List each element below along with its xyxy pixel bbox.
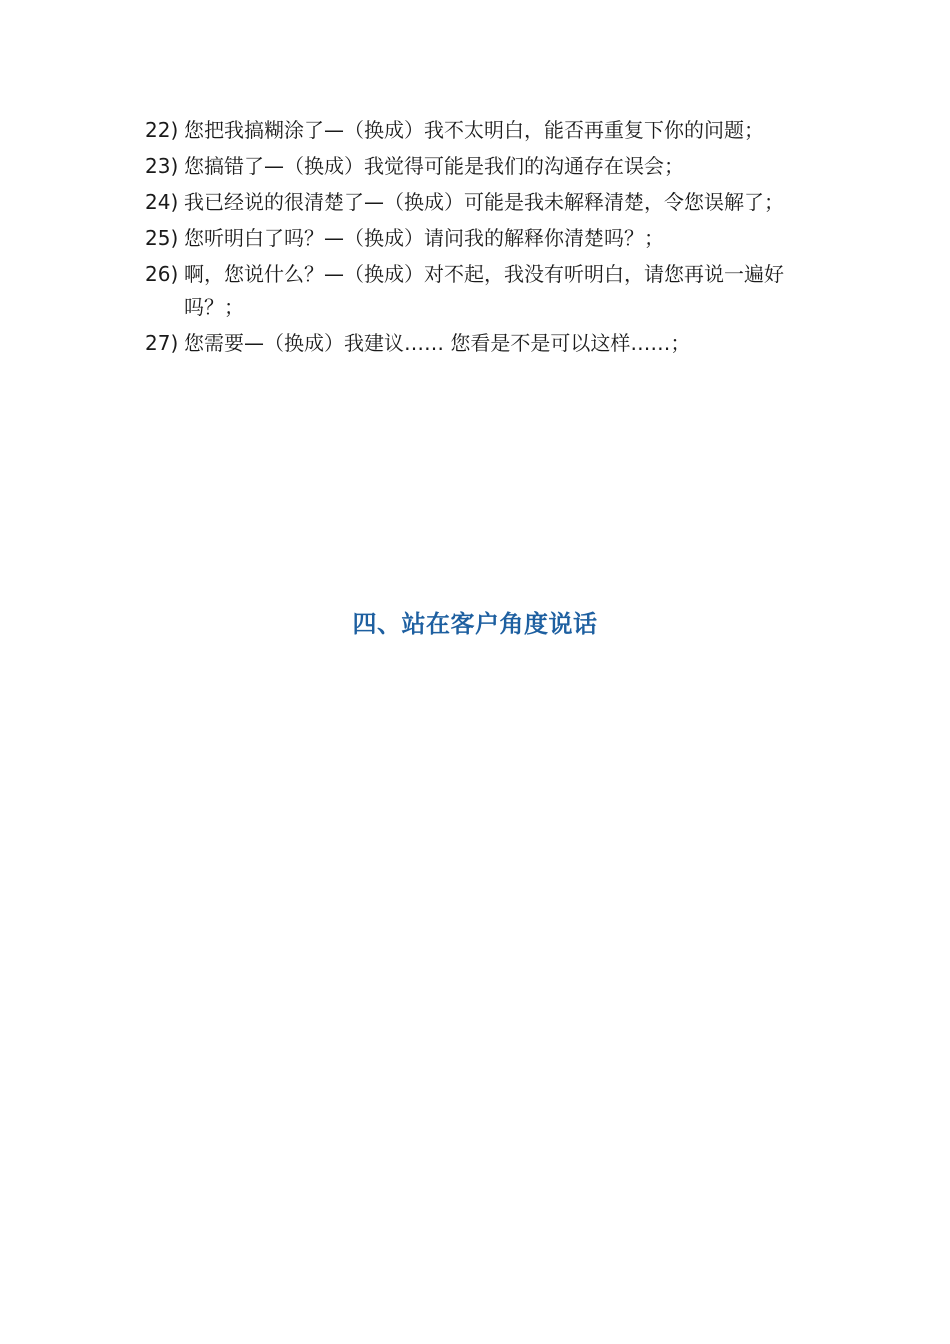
item-number: 25) [145,226,179,250]
item-number: 23) [145,154,179,178]
item-text: 我已经说的很清楚了—（换成）可能是我未解释清楚，令您误解了； [184,190,784,214]
item-text: 您听明白了吗？—（换成）请问我的解释你清楚吗？； [184,226,664,250]
item-number: 27) [145,331,179,355]
list-item [145,186,795,219]
item-number: 24) [145,190,179,214]
list-item [145,222,795,255]
item-text: 啊，您说什么？—（换成）对不起，我没有听明白，请您再说一遍好吗？； [184,262,784,319]
item-number: 26) [145,262,179,286]
list-item [145,258,795,324]
section-heading: 四、站在客户角度说话 [352,610,598,638]
phrase-list [145,114,795,363]
item-number: 22) [145,118,179,142]
item-text: 您把我搞糊涂了—（换成）我不太明白，能否再重复下你的问题； [184,118,764,142]
list-item [145,327,795,360]
list-item [145,114,795,147]
item-text: 您搞错了—（换成）我觉得可能是我们的沟通存在误会； [184,154,684,178]
list-item [145,150,795,183]
item-text: 您需要—（换成）我建议…… 您看是不是可以这样……； [184,331,691,355]
